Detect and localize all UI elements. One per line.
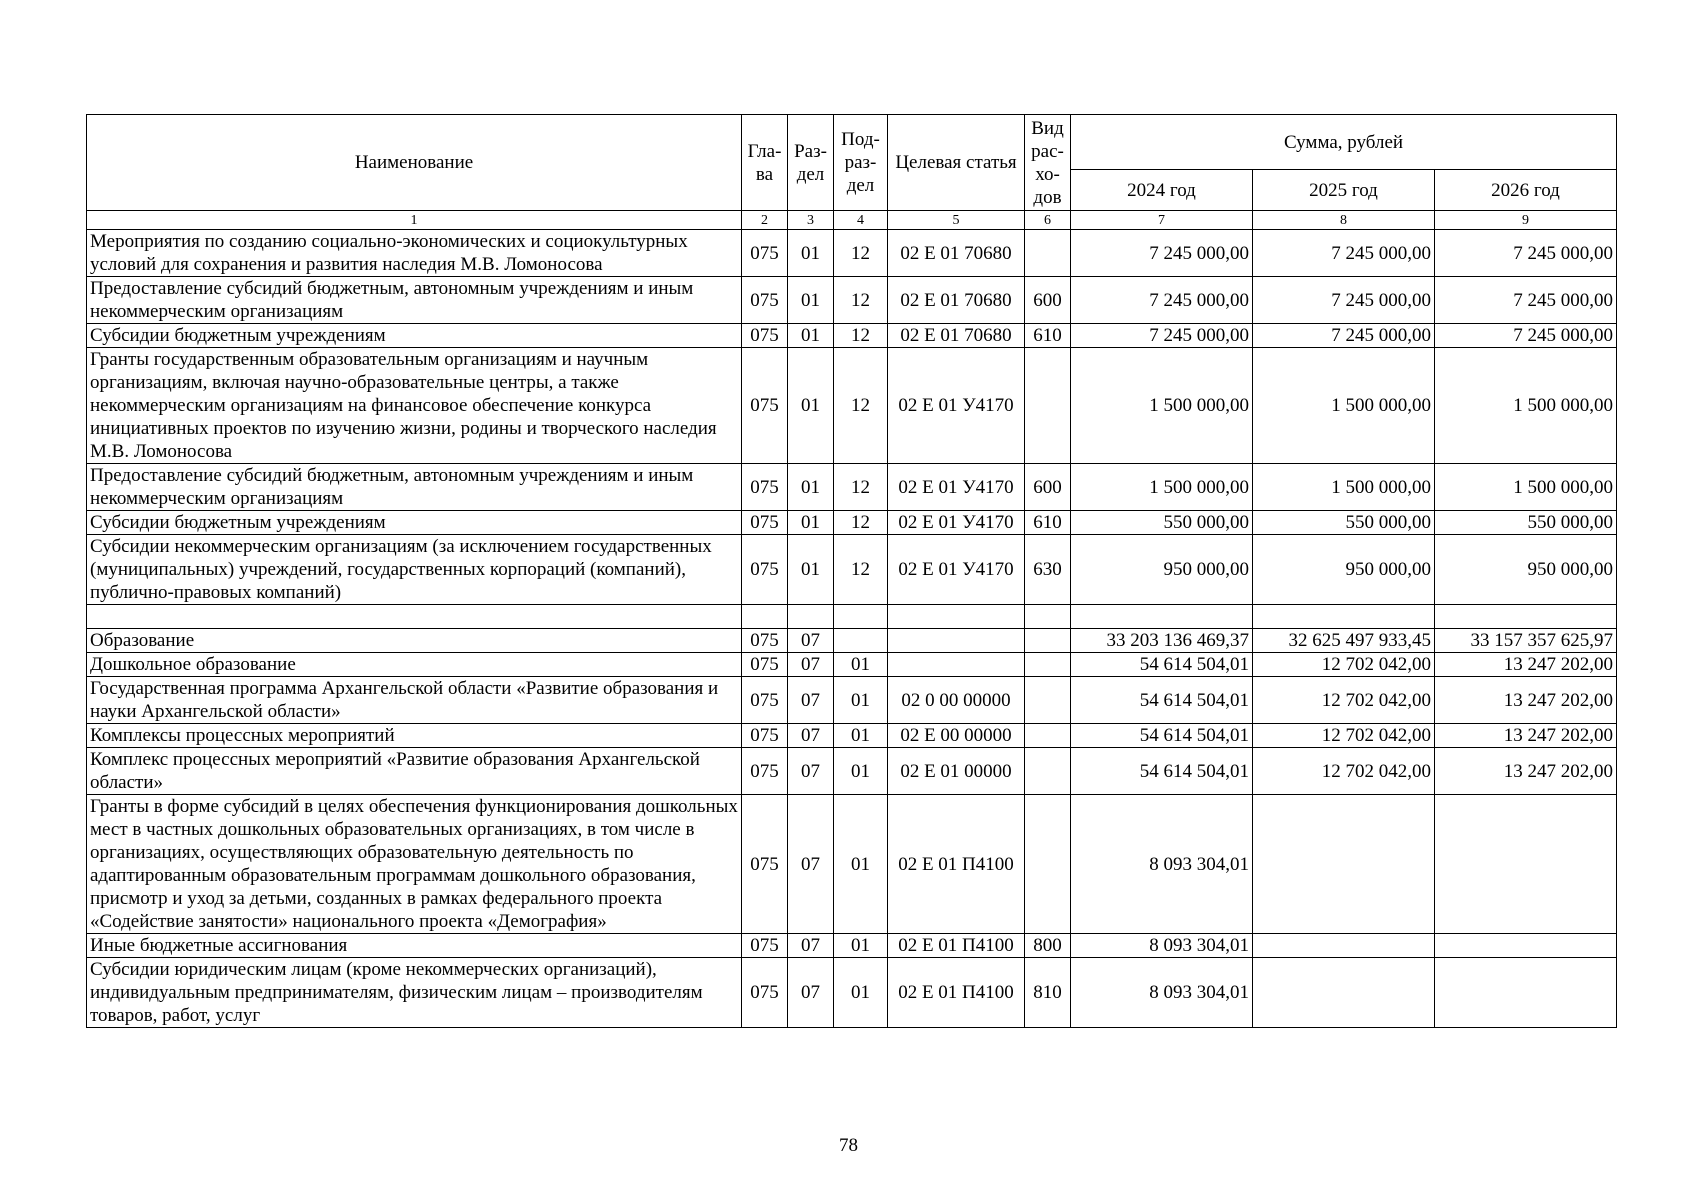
cell-podrazdel (834, 629, 888, 653)
cell-amount-2024: 33 203 136 469,37 (1071, 629, 1253, 653)
cell-amount-2026: 13 247 202,00 (1435, 677, 1617, 724)
column-number: 7 (1071, 211, 1253, 230)
cell-amount-2025: 1 500 000,00 (1253, 464, 1435, 511)
cell-amount-2025: 1 500 000,00 (1253, 348, 1435, 464)
cell-celevaya-statya (888, 629, 1025, 653)
cell-amount-2025 (1253, 958, 1435, 1028)
cell-razdel: 01 (788, 230, 834, 277)
cell-vid-rashodov (1025, 348, 1071, 464)
cell-amount-2026: 550 000,00 (1435, 511, 1617, 535)
cell-celevaya-statya: 02 Е 01 У4170 (888, 348, 1025, 464)
cell-celevaya-statya: 02 Е 01 У4170 (888, 511, 1025, 535)
cell-amount-2026: 13 247 202,00 (1435, 724, 1617, 748)
cell-amount-2025: 7 245 000,00 (1253, 277, 1435, 324)
cell-vid-rashodov: 810 (1025, 958, 1071, 1028)
cell-amount-2026 (1435, 958, 1617, 1028)
cell-razdel: 07 (788, 958, 834, 1028)
cell-amount-2024: 950 000,00 (1071, 535, 1253, 605)
cell-podrazdel: 12 (834, 324, 888, 348)
cell-celevaya-statya: 02 Е 01 П4100 (888, 958, 1025, 1028)
cell-razdel: 07 (788, 748, 834, 795)
header-name: Наименование (87, 115, 742, 211)
cell-glava: 075 (742, 535, 788, 605)
cell-amount-2024: 54 614 504,01 (1071, 677, 1253, 724)
cell-amount-2026: 7 245 000,00 (1435, 230, 1617, 277)
cell-razdel (788, 605, 834, 629)
cell-name: Гранты в форме субсидий в целях обеспечения функционирования дошкольных мест в частных дошкольных образовательных организациях, в том числе в организациях, осуществляющих образовательную деятельность по адаптированным образовательным программам дошкольного образования, присмотр и уход за детьми, созданных в рамках федерального проекта «Содействие занятости» национального проекта «Демография» (87, 795, 742, 934)
cell-celevaya-statya (888, 653, 1025, 677)
page-number: 78 (839, 1135, 858, 1156)
cell-name: Иные бюджетные ассигнования (87, 934, 742, 958)
table-row (87, 934, 1617, 958)
cell-amount-2026: 1 500 000,00 (1435, 348, 1617, 464)
cell-podrazdel: 01 (834, 795, 888, 934)
cell-glava (742, 605, 788, 629)
cell-celevaya-statya: 02 Е 01 П4100 (888, 934, 1025, 958)
cell-vid-rashodov (1025, 605, 1071, 629)
cell-name: Субсидии бюджетным учреждениям (87, 324, 742, 348)
cell-razdel: 07 (788, 677, 834, 724)
cell-celevaya-statya (888, 605, 1025, 629)
cell-amount-2026 (1435, 795, 1617, 934)
header-vid-rashodov: Вид рас-хо-дов (1025, 115, 1071, 211)
cell-celevaya-statya: 02 Е 00 00000 (888, 724, 1025, 748)
cell-podrazdel: 01 (834, 934, 888, 958)
cell-amount-2024: 54 614 504,01 (1071, 748, 1253, 795)
cell-razdel: 01 (788, 324, 834, 348)
cell-name: Субсидии бюджетным учреждениям (87, 511, 742, 535)
cell-glava: 075 (742, 511, 788, 535)
cell-celevaya-statya: 02 Е 01 У4170 (888, 464, 1025, 511)
cell-podrazdel: 01 (834, 748, 888, 795)
table-row (87, 535, 1617, 605)
header-year-2025: 2025 год (1253, 170, 1435, 211)
table-row (87, 277, 1617, 324)
cell-amount-2024: 1 500 000,00 (1071, 464, 1253, 511)
cell-name: Предоставление субсидий бюджетным, автономным учреждениям и иным некоммерческим организациям (87, 277, 742, 324)
cell-podrazdel: 12 (834, 464, 888, 511)
cell-amount-2025 (1253, 934, 1435, 958)
cell-amount-2026: 7 245 000,00 (1435, 324, 1617, 348)
cell-podrazdel: 12 (834, 511, 888, 535)
cell-amount-2026: 13 247 202,00 (1435, 653, 1617, 677)
column-number: 4 (834, 211, 888, 230)
cell-celevaya-statya: 02 Е 01 У4170 (888, 535, 1025, 605)
column-number: 2 (742, 211, 788, 230)
table-row (87, 653, 1617, 677)
column-number: 8 (1253, 211, 1435, 230)
header-summa: Сумма, рублей (1071, 115, 1617, 170)
cell-amount-2024: 7 245 000,00 (1071, 324, 1253, 348)
cell-vid-rashodov (1025, 629, 1071, 653)
cell-name: Образование (87, 629, 742, 653)
cell-celevaya-statya: 02 Е 01 П4100 (888, 795, 1025, 934)
cell-celevaya-statya: 02 Е 01 70680 (888, 230, 1025, 277)
cell-name: Мероприятия по созданию социально-экономических и социокультурных условий для сохранения и развития наследия М.В. Ломоносова (87, 230, 742, 277)
cell-glava: 075 (742, 629, 788, 653)
cell-podrazdel: 12 (834, 535, 888, 605)
cell-glava: 075 (742, 277, 788, 324)
header-glava: Гла-ва (742, 115, 788, 211)
cell-podrazdel (834, 605, 888, 629)
table-row (87, 605, 1617, 629)
table-row (87, 324, 1617, 348)
table-row (87, 724, 1617, 748)
cell-glava: 075 (742, 653, 788, 677)
cell-podrazdel: 12 (834, 348, 888, 464)
cell-amount-2024: 54 614 504,01 (1071, 653, 1253, 677)
header-razdel: Раз-дел (788, 115, 834, 211)
cell-razdel: 07 (788, 653, 834, 677)
cell-amount-2026: 1 500 000,00 (1435, 464, 1617, 511)
cell-amount-2026: 7 245 000,00 (1435, 277, 1617, 324)
cell-name: Субсидии юридическим лицам (кроме некоммерческих организаций), индивидуальным предпринимателям, физическим лицам – производителям товаров, работ, услуг (87, 958, 742, 1028)
cell-celevaya-statya: 02 Е 01 00000 (888, 748, 1025, 795)
column-number: 5 (888, 211, 1025, 230)
cell-amount-2024 (1071, 605, 1253, 629)
cell-amount-2024: 550 000,00 (1071, 511, 1253, 535)
cell-podrazdel: 01 (834, 677, 888, 724)
cell-razdel: 01 (788, 277, 834, 324)
cell-vid-rashodov: 630 (1025, 535, 1071, 605)
cell-name (87, 605, 742, 629)
cell-amount-2024: 8 093 304,01 (1071, 934, 1253, 958)
cell-podrazdel: 01 (834, 653, 888, 677)
cell-vid-rashodov: 600 (1025, 464, 1071, 511)
cell-glava: 075 (742, 230, 788, 277)
header-year-2024: 2024 год (1071, 170, 1253, 211)
cell-amount-2025: 32 625 497 933,45 (1253, 629, 1435, 653)
cell-amount-2025 (1253, 795, 1435, 934)
cell-name: Комплекс процессных мероприятий «Развитие образования Архангельской области» (87, 748, 742, 795)
cell-amount-2025 (1253, 605, 1435, 629)
cell-podrazdel: 12 (834, 277, 888, 324)
cell-name: Предоставление субсидий бюджетным, автономным учреждениям и иным некоммерческим организациям (87, 464, 742, 511)
cell-name: Субсидии некоммерческим организациям (за исключением государственных (муниципальных) учреждений, государственных корпораций (компаний), публично-правовых компаний) (87, 535, 742, 605)
cell-amount-2025: 950 000,00 (1253, 535, 1435, 605)
table-row (87, 677, 1617, 724)
cell-vid-rashodov (1025, 653, 1071, 677)
column-number: 6 (1025, 211, 1071, 230)
cell-razdel: 01 (788, 464, 834, 511)
cell-vid-rashodov: 800 (1025, 934, 1071, 958)
cell-razdel: 01 (788, 348, 834, 464)
cell-name: Гранты государственным образовательным организациям и научным организациям, включая научно-образовательные центры, а также некоммерческим организациям на финансовое обеспечение конкурса инициативных проектов по изучению жизни, родины и творческого наследия М.В. Ломоносова (87, 348, 742, 464)
budget-table (86, 114, 1617, 1028)
cell-amount-2025: 550 000,00 (1253, 511, 1435, 535)
cell-vid-rashodov (1025, 795, 1071, 934)
cell-vid-rashodov: 610 (1025, 511, 1071, 535)
cell-glava: 075 (742, 464, 788, 511)
cell-vid-rashodov (1025, 748, 1071, 795)
cell-glava: 075 (742, 958, 788, 1028)
cell-vid-rashodov (1025, 724, 1071, 748)
table-row (87, 958, 1617, 1028)
cell-glava: 075 (742, 348, 788, 464)
cell-glava: 075 (742, 795, 788, 934)
cell-glava: 075 (742, 934, 788, 958)
cell-celevaya-statya: 02 Е 01 70680 (888, 277, 1025, 324)
cell-vid-rashodov (1025, 230, 1071, 277)
table-row (87, 348, 1617, 464)
header-celevaya-statya: Целевая статья (888, 115, 1025, 211)
cell-amount-2024: 8 093 304,01 (1071, 958, 1253, 1028)
cell-amount-2024: 1 500 000,00 (1071, 348, 1253, 464)
table-row (87, 511, 1617, 535)
cell-amount-2026: 33 157 357 625,97 (1435, 629, 1617, 653)
cell-amount-2025: 12 702 042,00 (1253, 748, 1435, 795)
cell-razdel: 07 (788, 629, 834, 653)
table-row (87, 748, 1617, 795)
table-row (87, 629, 1617, 653)
cell-celevaya-statya: 02 0 00 00000 (888, 677, 1025, 724)
table-row (87, 230, 1617, 277)
cell-razdel: 01 (788, 535, 834, 605)
cell-amount-2025: 7 245 000,00 (1253, 324, 1435, 348)
cell-razdel: 07 (788, 934, 834, 958)
column-number: 3 (788, 211, 834, 230)
table-row (87, 464, 1617, 511)
cell-glava: 075 (742, 677, 788, 724)
column-number: 1 (87, 211, 742, 230)
cell-celevaya-statya: 02 Е 01 70680 (888, 324, 1025, 348)
cell-razdel: 07 (788, 724, 834, 748)
column-number: 9 (1435, 211, 1617, 230)
cell-amount-2025: 12 702 042,00 (1253, 724, 1435, 748)
cell-podrazdel: 01 (834, 724, 888, 748)
cell-glava: 075 (742, 748, 788, 795)
cell-amount-2024: 7 245 000,00 (1071, 230, 1253, 277)
cell-amount-2024: 54 614 504,01 (1071, 724, 1253, 748)
cell-razdel: 07 (788, 795, 834, 934)
cell-name: Дошкольное образование (87, 653, 742, 677)
header-podrazdel: Под-раз-дел (834, 115, 888, 211)
cell-glava: 075 (742, 324, 788, 348)
cell-podrazdel: 01 (834, 958, 888, 1028)
cell-amount-2024: 7 245 000,00 (1071, 277, 1253, 324)
cell-amount-2025: 7 245 000,00 (1253, 230, 1435, 277)
cell-amount-2025: 12 702 042,00 (1253, 653, 1435, 677)
cell-amount-2026 (1435, 934, 1617, 958)
cell-vid-rashodov (1025, 677, 1071, 724)
cell-amount-2026: 13 247 202,00 (1435, 748, 1617, 795)
cell-glava: 075 (742, 724, 788, 748)
table-row (87, 795, 1617, 934)
cell-amount-2024: 8 093 304,01 (1071, 795, 1253, 934)
cell-amount-2026 (1435, 605, 1617, 629)
cell-vid-rashodov: 600 (1025, 277, 1071, 324)
cell-name: Государственная программа Архангельской области «Развитие образования и науки Архангельской области» (87, 677, 742, 724)
cell-razdel: 01 (788, 511, 834, 535)
cell-podrazdel: 12 (834, 230, 888, 277)
header-year-2026: 2026 год (1435, 170, 1617, 211)
cell-amount-2026: 950 000,00 (1435, 535, 1617, 605)
cell-vid-rashodov: 610 (1025, 324, 1071, 348)
table-body (87, 230, 1617, 1028)
cell-name: Комплексы процессных мероприятий (87, 724, 742, 748)
cell-amount-2025: 12 702 042,00 (1253, 677, 1435, 724)
